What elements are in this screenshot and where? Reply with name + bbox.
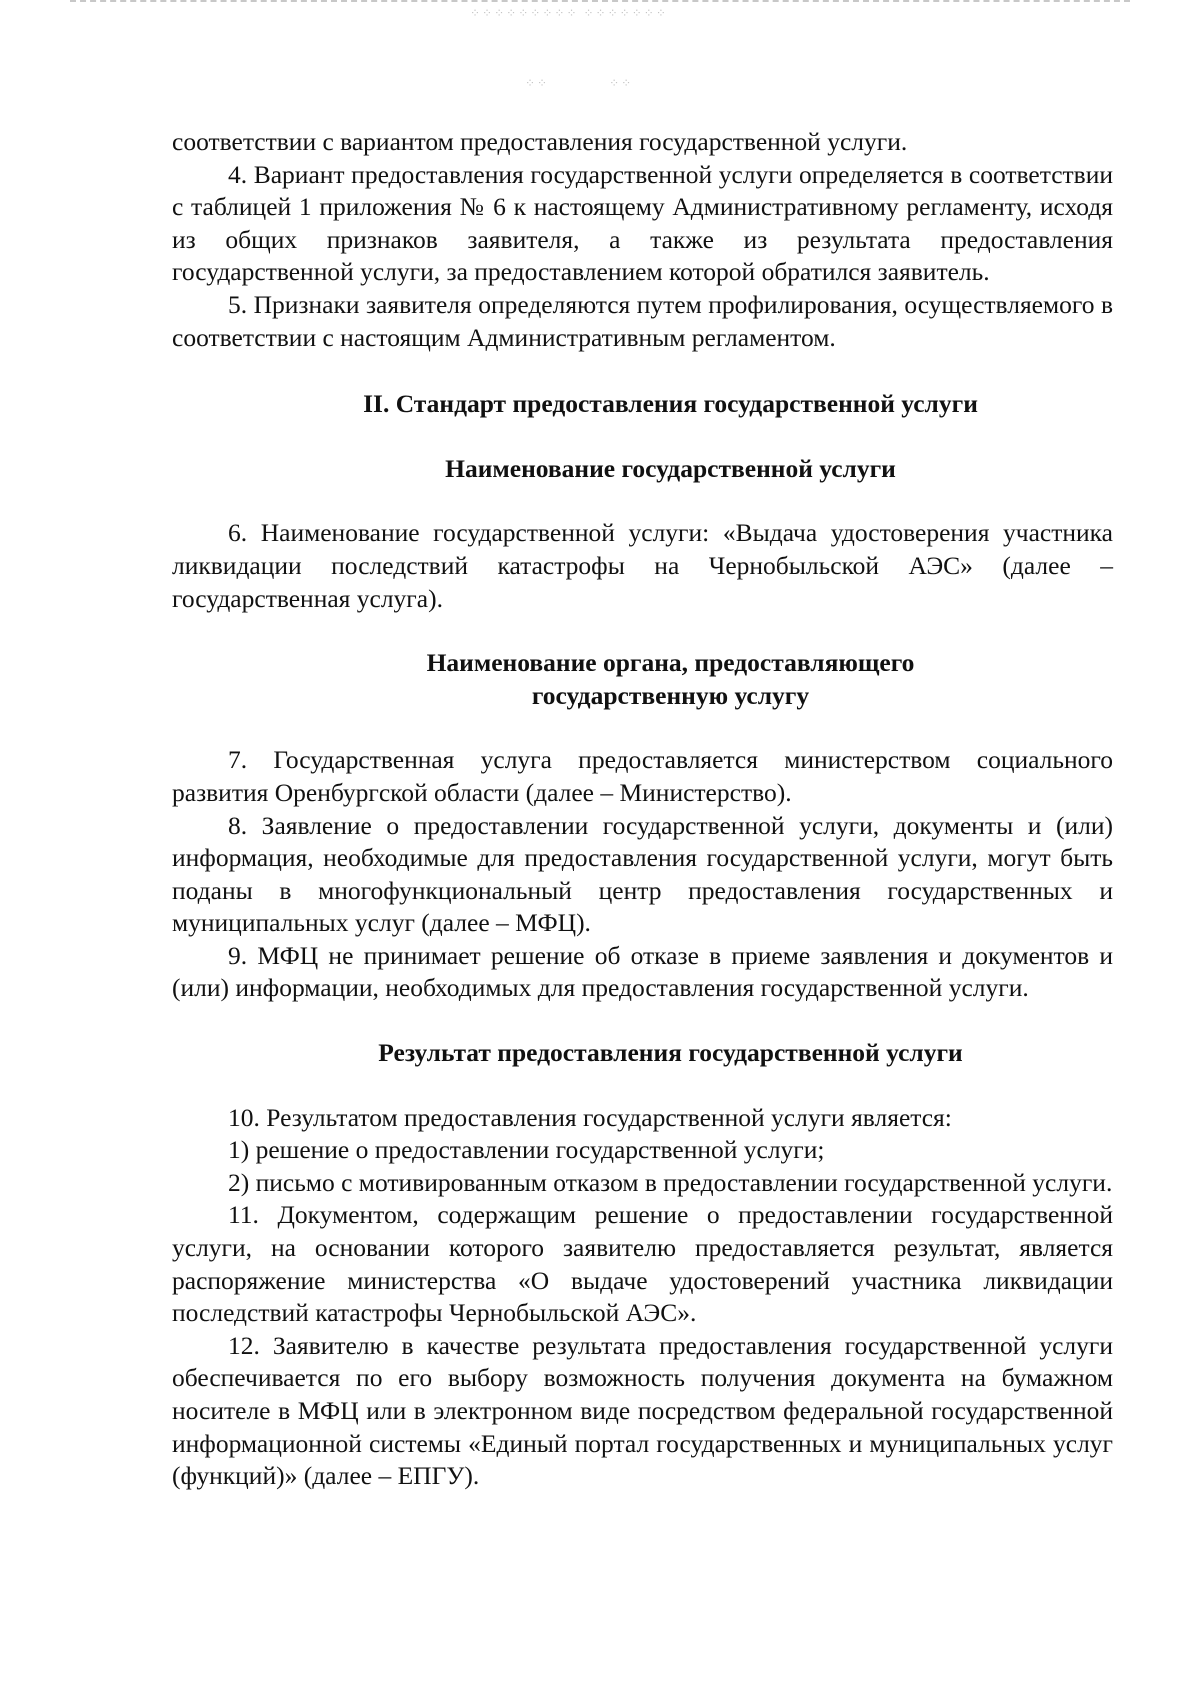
scan-noise-mark: ⁘⁘⁘⁘⁘⁘⁘⁘⁘ ⁘⁘⁘⁘⁘⁘⁘ [470,6,668,20]
document-page [172,126,1113,1493]
list-item-2: 2) письмо с мотивированным отказом в предоставлении государственной услуги. [228,1167,1113,1197]
paragraph-5: 5. Признаки заявителя определяются путем профилирования, осуществляемого в соответствии с настоящим Административным регламентом. [172,289,1113,352]
paragraph-8: 8. Заявление о предоставлении государственной услуги, документы и (или) информация, необходимые для предоставления государственной услуги, могут быть поданы в многофункциональный центр предоставления государственных и муниципальных услуг (далее – МФЦ). [172,810,1113,938]
heading-organ-line2: государственную услугу [531,680,810,710]
heading-organ-line1: Наименование органа, предоставляющего [426,648,915,678]
paragraph-6: 6. Наименование государственной услуги: «Выдача удостоверения участника ликвидации последствий катастрофы на Чернобыльской АЭС» (далее – государственная услуга). [172,518,1113,613]
list-item-1: 1) решение о предоставлении государственной услуги; [228,1135,825,1165]
scan-edge-artifact [70,0,1130,5]
paragraph-10: 10. Результатом предоставления государственной услуги является: [228,1102,952,1132]
paragraph-4: 4. Вариант предоставления государственной услуги определяется в соответствии с таблицей 1 приложения № 6 к настоящему Административному регламенту, исходя из общих признаков заявителя, а также из результата предоставления государственной услуги, за предоставлением которой обратился заявитель. [172,159,1113,287]
scan-noise-mark: ⁘⁘ ⁘⁘ [525,76,634,90]
heading-service-name: Наименование государственной услуги [445,453,896,483]
paragraph-11: 11. Документом, содержащим решение о предоставлении государственной услуги, на основании которого заявителю предоставляется результат, является распоряжение министерства «О выдаче удостоверений участника ликвидации последствий катастрофы Чернобыльской АЭС». [172,1200,1113,1328]
paragraph-7: 7. Государственная услуга предоставляется министерством социального развития Оренбургской области (далее – Министерство). [172,745,1113,807]
paragraph-9: 9. МФЦ не принимает решение об отказе в приеме заявления и документов и (или) информации, необходимых для предоставления государственной услуги. [172,940,1113,1003]
paragraph-continuation: соответствии с вариантом предоставления государственной услуги. [172,127,908,156]
paragraph-12: 12. Заявителю в качестве результата предоставления государственной услуги обеспечивается по его выбору возможность получения документа на бумажном носителе в МФЦ или в электронном виде посредством федеральной государственной информационной системы «Единый портал государственных и муниципальных услуг (функций)» (далее – ЕПГУ). [172,1330,1113,1491]
section-title: II. Стандарт предоставления государственной услуги [363,389,978,419]
heading-result: Результат предоставления государственной услуги [378,1038,963,1068]
